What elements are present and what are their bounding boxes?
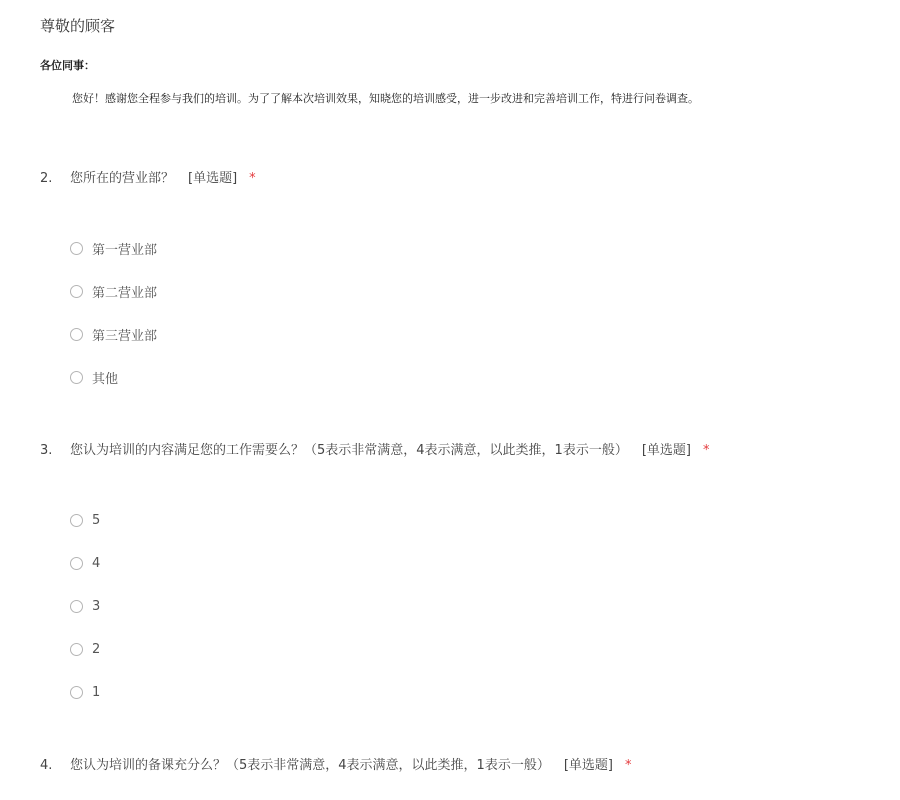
question-text: 您认为培训的备课充分么？（5表示非常满意，4表示满意，以此类推，1表示一般） [70, 758, 550, 773]
radio-button[interactable] [70, 328, 83, 341]
radio-button[interactable] [70, 686, 83, 699]
question-number: 3. [40, 443, 53, 458]
option-label: 第一营业部 [92, 242, 158, 258]
radio-button[interactable] [70, 514, 83, 527]
option-second-department[interactable] [70, 281, 157, 301]
survey-title: 尊敬的顾客 [40, 17, 116, 35]
radio-button[interactable] [70, 557, 83, 570]
question-4 [40, 756, 631, 776]
required-mark: * [624, 758, 632, 773]
question-3 [40, 441, 709, 461]
option-label: 4 [92, 555, 101, 571]
option-label: 第二营业部 [92, 285, 158, 301]
option-4[interactable] [70, 553, 100, 573]
question-number: 2. [40, 171, 53, 186]
radio-button[interactable] [70, 242, 83, 255]
option-5[interactable] [70, 510, 100, 530]
greeting: 各位同事： [40, 59, 95, 72]
required-mark: * [702, 443, 710, 458]
question-text: 您所在的营业部？ [70, 171, 175, 186]
question-2 [40, 169, 256, 189]
option-third-department[interactable] [70, 324, 157, 344]
radio-button[interactable] [70, 285, 83, 298]
radio-button[interactable] [70, 600, 83, 613]
option-label: 第三营业部 [92, 328, 158, 344]
radio-button[interactable] [70, 643, 83, 656]
option-label: 其他 [92, 371, 119, 387]
question-text: 您认为培训的内容满足您的工作需要么？（5表示非常满意，4表示满意，以此类推，1表示一般） [70, 443, 628, 458]
question-type: [单选题] [641, 443, 691, 458]
option-label: 1 [92, 684, 101, 700]
option-label: 2 [92, 641, 101, 657]
option-first-department[interactable] [70, 238, 157, 258]
required-mark: * [249, 171, 256, 186]
option-other[interactable] [70, 367, 118, 387]
question-type: [单选题] [563, 758, 613, 773]
question-number: 4. [40, 758, 53, 773]
option-label: 5 [92, 512, 101, 528]
question-type: [单选题] [188, 171, 238, 186]
intro-text: 您好！感谢您全程参与我们的培训。为了了解本次培训效果，知晓您的培训感受，进一步改进和完善培训工作，特进行问卷调查。 [72, 92, 699, 105]
option-3[interactable] [70, 596, 100, 616]
option-2[interactable] [70, 639, 100, 659]
option-label: 3 [92, 598, 101, 614]
option-1[interactable] [70, 682, 100, 702]
radio-button[interactable] [70, 371, 83, 384]
